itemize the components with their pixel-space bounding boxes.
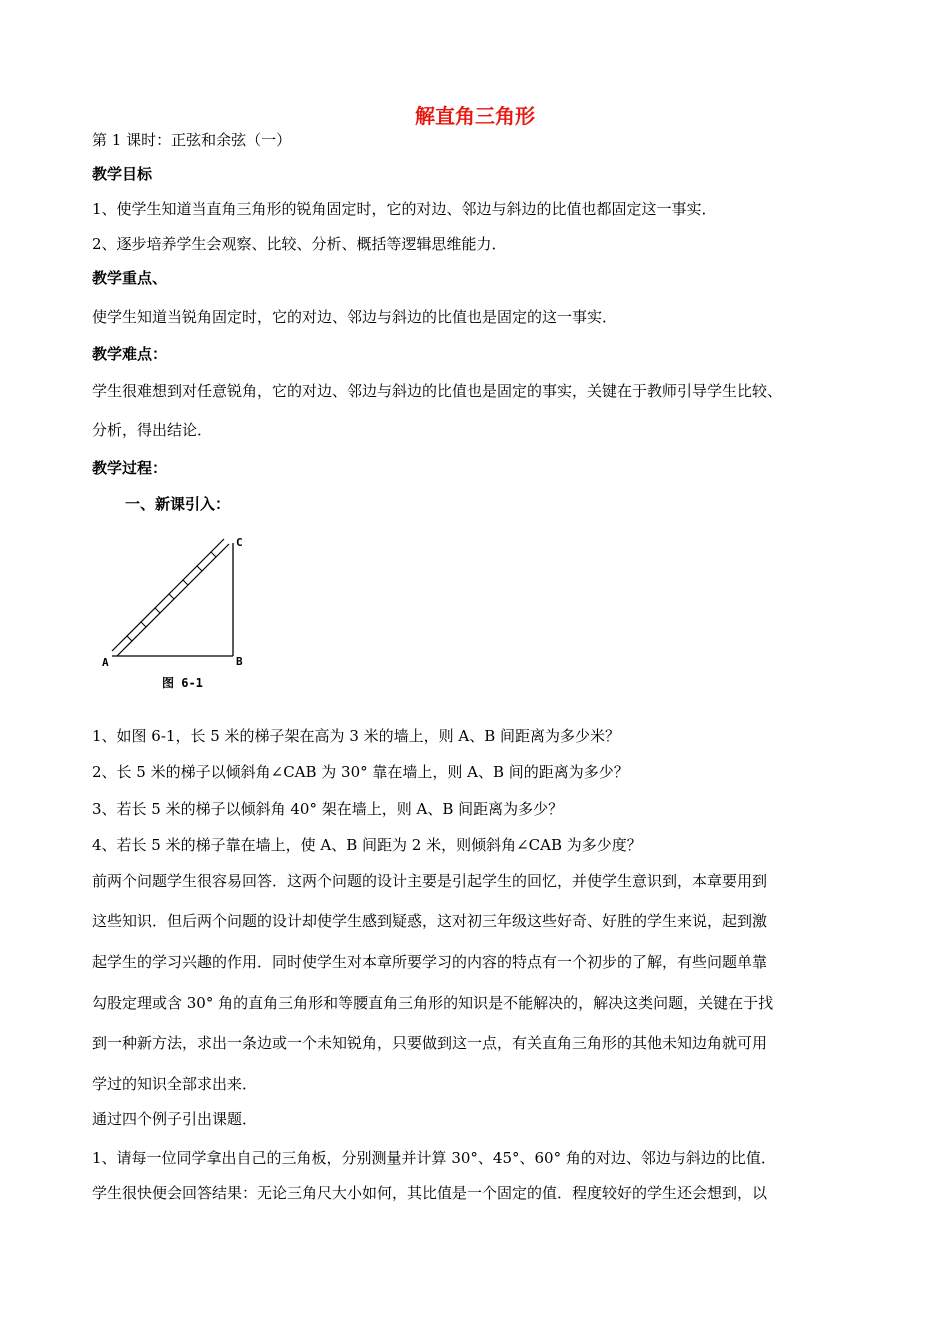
ladder-rail <box>112 539 224 651</box>
vertex-label-c: C <box>236 536 243 549</box>
difficulties-heading: 教学难点： <box>92 345 168 363</box>
question-item: 1、如图 6-1，长 5 米的梯子架在高为 3 米的墙上，则 A、B 间距离为多少米？ <box>92 727 621 745</box>
answer-line: 学生很快便会回答结果：无论三角尺大小如何，其比值是一个固定的值．程度较好的学生还会想到，以 <box>92 1184 768 1202</box>
discussion-line: 前两个问题学生很容易回答．这两个问题的设计主要是引起学生的回忆，并使学生意识到，本章要用到 <box>92 872 768 890</box>
figure-caption: 图 6-1 <box>162 676 203 690</box>
ladder-diagram <box>100 530 260 692</box>
question-item: 2、长 5 米的梯子以倾斜角∠CAB 为 30° 靠在墙上，则 A、B 间的距离为多少？ <box>92 763 629 781</box>
discussion-line: 到一种新方法，求出一条边或一个未知锐角，只要做到这一点，有关直角三角形的其他未知边角就可用 <box>92 1034 768 1052</box>
difficulties-line: 分析，得出结论． <box>92 421 213 439</box>
discussion-line: 这些知识．但后两个问题的设计却使学生感到疑惑，这对初三年级这些好奇、好胜的学生来说，起到激 <box>92 912 768 930</box>
page-title: 解直角三角形 <box>415 104 535 128</box>
intro-topic: 通过四个例子引出课题． <box>92 1110 258 1128</box>
goal-item: 1、使学生知道当直角三角形的锐角固定时，它的对边、邻边与斜边的比值也都固定这一事实． <box>92 200 717 218</box>
process-heading: 教学过程： <box>92 459 168 477</box>
discussion-line: 起学生的学习兴趣的作用．同时使学生对本章所要学习的内容的特点有一个初步的了解，有些问题单靠 <box>92 953 768 971</box>
discussion-line: 勾股定理或含 30° 角的直角三角形和等腰直角三角形的知识是不能解决的，解决这类问题，关键在于找 <box>92 994 774 1012</box>
vertex-label-a: A <box>102 656 109 669</box>
goals-heading: 教学目标 <box>92 165 153 183</box>
goal-item: 2、逐步培养学生会观察、比较、分析、概括等逻辑思维能力． <box>92 235 507 253</box>
key-points-heading: 教学重点、 <box>92 269 168 287</box>
question-item: 3、若长 5 米的梯子以倾斜角 40° 架在墙上，则 A、B 间距离为多少？ <box>92 800 564 818</box>
ladder-rungs <box>127 552 216 641</box>
discussion-line: 学过的知识全部求出来． <box>92 1075 258 1093</box>
vertex-label-b: B <box>236 655 243 668</box>
ladder-figure <box>100 530 260 692</box>
difficulties-line: 学生很难想到对任意锐角，它的对边、邻边与斜边的比值也是固定的事实，关键在于教师引导学生比较、 <box>92 382 783 400</box>
lesson-subtitle: 第 1 课时：正弦和余弦（一） <box>92 131 292 149</box>
activity-item: 1、请每一位同学拿出自己的三角板，分别测量并计算 30°、45°、60° 角的对边、邻边与斜边的比值． <box>92 1149 776 1167</box>
question-item: 4、若长 5 米的梯子靠在墙上，使 A、B 间距为 2 米，则倾斜角∠CAB 为多少度？ <box>92 836 642 854</box>
section-heading: 一、新课引入： <box>125 495 231 513</box>
key-points-text: 使学生知道当锐角固定时，它的对边、邻边与斜边的比值也是固定的这一事实． <box>92 308 618 326</box>
ladder-rail <box>117 544 229 656</box>
